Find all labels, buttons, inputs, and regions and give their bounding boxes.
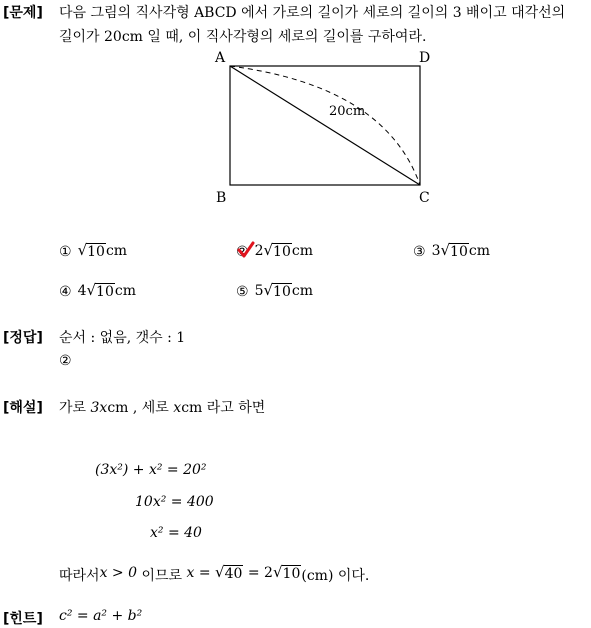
hint-label: [힌트] [3,611,43,627]
sqrt-expression [78,283,136,300]
radicand: 10 [450,244,468,260]
sqrt-expression [78,243,128,260]
problem-text-line1: 다음 그림의 직사각형 ABCD 에서 가로의 길이가 세로의 길이의 3 배이고 대각선의 [59,5,566,21]
radical-sign-icon: √ [272,563,283,581]
sqrt-expression [432,243,490,260]
unit: cm [291,243,313,259]
sqrt-expression [273,565,301,582]
equation-1: (3x²) + x² = 20² [95,462,207,478]
radicand: 40 [224,566,243,582]
check-mark-icon [237,241,255,259]
sqrt-expression [255,283,313,300]
problem-label: [문제] [3,5,43,21]
choice-1[interactable] [59,243,127,260]
conclusion-text: (cm) 이다. [301,568,370,584]
solution-label: [해설] [3,400,43,416]
answer-label: [정답] [3,330,43,346]
radical-sign-icon: √ [440,241,451,259]
unit: cm [114,283,136,299]
radicand: 10 [273,284,291,300]
vertex-d: D [419,50,431,66]
vertex-b: B [216,190,227,206]
choice-5[interactable] [236,283,313,300]
sqrt-expression [255,243,313,260]
solution-intro [59,397,265,417]
intro-math: 3x [90,400,108,416]
intro-math: x [173,400,182,416]
equation-2: 10x² = 400 [135,494,214,510]
choice-number: ④ [59,283,72,300]
choice-number: ② [236,243,249,260]
solution-conclusion [59,565,369,585]
radicand: 10 [273,244,291,260]
unit: cm [468,243,490,259]
conclusion-text: 따라서 [59,568,100,584]
choice-number: ⑤ [236,283,249,300]
radical-sign-icon: √ [263,241,274,259]
radicand: 10 [282,566,301,582]
coefficient: 2 [254,243,264,259]
vertex-a: A [215,50,226,66]
intro-text: 가로 [59,400,91,416]
equation-3: x² = 40 [150,525,202,541]
conclusion-text: 이므로 [137,568,187,584]
choice-2[interactable] [236,243,313,260]
problem-text-line2: 길이가 20cm 일 때, 이 직사각형의 세로의 길이를 구하여라. [59,29,427,45]
radical-sign-icon: √ [77,241,88,259]
radical-sign-icon: √ [86,281,97,299]
choice-4[interactable] [59,283,136,300]
answer-value: ② [59,353,72,369]
vertex-c: C [419,190,430,206]
intro-text: cm , 세로 [107,400,174,416]
rectangle-figure [210,44,440,209]
radical-sign-icon: √ [215,563,225,581]
choice-number: ③ [413,243,426,260]
unit: cm [291,283,313,299]
conclusion-math: x > 0 [99,565,138,581]
conclusion-text: = 2 [243,565,273,581]
choice-number: ① [59,243,72,260]
radical-sign-icon: √ [263,281,274,299]
answer-meta: 순서 : 없음, 갯수 : 1 [59,330,186,346]
diagonal-ac [230,66,420,185]
choice-number-wrapper [236,244,249,260]
hint-formula: c² = a² + b² [59,608,143,624]
conclusion-math: x = [186,565,216,581]
radicand: 10 [87,244,105,260]
intro-text: cm 라고 하면 [181,400,266,416]
coefficient: 5 [254,283,264,299]
unit: cm [105,243,128,259]
radicand: 10 [96,284,114,300]
diagonal-length-label: 20cm [329,104,366,119]
sqrt-expression [215,565,243,582]
coefficient: 4 [77,283,87,299]
choice-3[interactable] [413,243,490,260]
coefficient: 3 [431,243,441,259]
